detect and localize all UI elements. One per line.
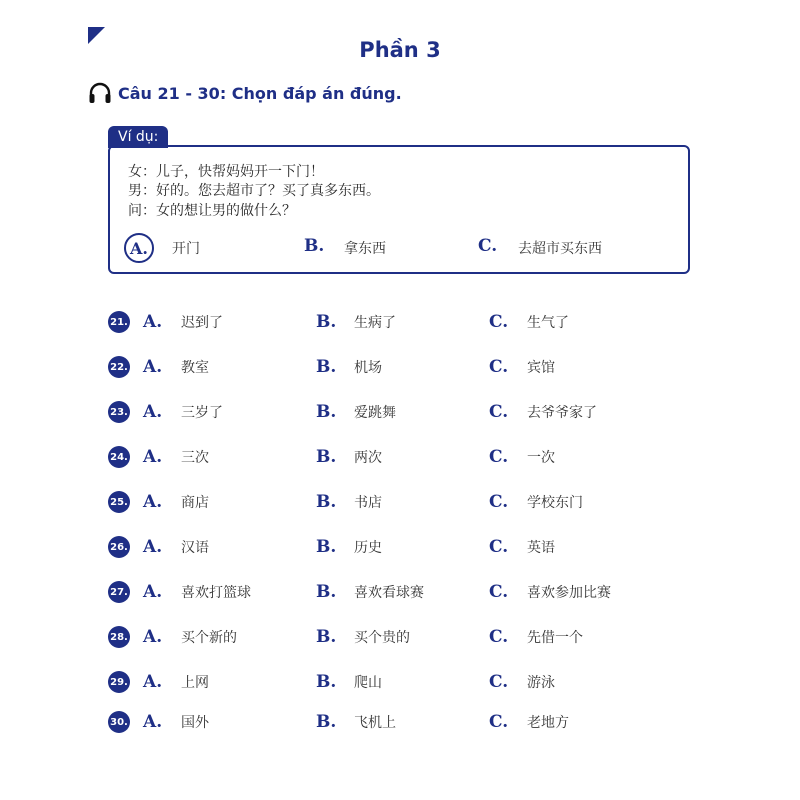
option-letter: C. [489, 312, 509, 332]
question-number-badge: 28. [108, 626, 130, 648]
question-row [0, 355, 800, 379]
option-text: 上网 [181, 675, 209, 691]
question-row [0, 535, 800, 559]
option-letter: B. [316, 712, 337, 732]
option-letter: A. [143, 357, 163, 377]
option-text: 三岁了 [181, 405, 223, 421]
option-letter: B. [316, 582, 337, 602]
option-letter: C. [489, 492, 509, 512]
option-letter: C. [489, 712, 509, 732]
question-row [0, 310, 800, 334]
question-number-badge: 21. [108, 311, 130, 333]
option-letter: C. [478, 236, 498, 256]
option-letter: A. [143, 402, 163, 422]
example-line: 男：好的。您去超市了？买了真多东西。 [128, 183, 380, 199]
question-number-badge: 29. [108, 671, 130, 693]
question-number-badge: 23. [108, 401, 130, 423]
option-letter: A. [143, 672, 163, 692]
question-row [0, 580, 800, 604]
option-text: 迟到了 [181, 315, 223, 331]
option-text: 喜欢看球赛 [354, 585, 424, 601]
option-letter: C. [489, 582, 509, 602]
option-text: 爱跳舞 [354, 405, 396, 421]
selected-answer-circle [124, 233, 154, 263]
option-letter: A. [143, 712, 163, 732]
option-letter: C. [489, 357, 509, 377]
example-box [108, 126, 690, 274]
option-text: 老地方 [527, 715, 569, 731]
question-number-badge: 22. [108, 356, 130, 378]
option-text: 开门 [172, 241, 200, 257]
option-text: 生气了 [527, 315, 569, 331]
question-number-badge: 27. [108, 581, 130, 603]
option-text: 去超市买东西 [518, 241, 602, 257]
option-letter: B. [316, 447, 337, 467]
question-number-badge: 24. [108, 446, 130, 468]
instruction-row [88, 82, 402, 104]
question-row [0, 490, 800, 514]
question-row [0, 625, 800, 649]
example-line: 女：儿子，快帮妈妈开一下门！ [128, 164, 324, 180]
option-letter: C. [489, 672, 509, 692]
option-letter: B. [316, 537, 337, 557]
option-text: 学校东门 [527, 495, 583, 511]
option-letter: B. [316, 672, 337, 692]
option-text: 教室 [181, 360, 209, 376]
question-number-badge: 26. [108, 536, 130, 558]
example-label: Ví dụ: [108, 126, 168, 148]
option-text: 飞机上 [354, 715, 396, 731]
headphones-icon [88, 82, 112, 104]
option-letter: C. [489, 627, 509, 647]
option-letter: C. [489, 402, 509, 422]
option-text: 书店 [354, 495, 382, 511]
option-letter: B. [316, 627, 337, 647]
option-text: 宾馆 [527, 360, 555, 376]
example-frame [108, 145, 690, 274]
question-row [0, 670, 800, 694]
option-text: 喜欢打篮球 [181, 585, 251, 601]
option-letter: A. [143, 312, 163, 332]
option-text: 拿东西 [344, 241, 386, 257]
option-text: 两次 [354, 450, 382, 466]
option-text: 先借一个 [527, 630, 583, 646]
option-text: 汉语 [181, 540, 209, 556]
question-row [0, 445, 800, 469]
option-text: 国外 [181, 715, 209, 731]
option-text: 英语 [527, 540, 555, 556]
option-letter: A. [143, 492, 163, 512]
option-text: 生病了 [354, 315, 396, 331]
option-letter: C. [489, 447, 509, 467]
option-letter: A. [130, 238, 148, 258]
option-text: 历史 [354, 540, 382, 556]
instruction-text: Câu 21 - 30: Chọn đáp án đúng. [118, 83, 402, 103]
option-text: 喜欢参加比赛 [527, 585, 611, 601]
option-text: 爬山 [354, 675, 382, 691]
question-row [0, 400, 800, 424]
example-line: 问：女的想让男的做什么？ [128, 203, 296, 219]
option-letter: B. [304, 236, 325, 256]
option-letter: A. [143, 627, 163, 647]
option-text: 去爷爷家了 [527, 405, 597, 421]
question-number-badge: 30. [108, 711, 130, 733]
option-text: 机场 [354, 360, 382, 376]
option-text: 游泳 [527, 675, 555, 691]
option-letter: A. [143, 537, 163, 557]
page-title: Phần 3 [359, 38, 441, 62]
option-letter: A. [143, 582, 163, 602]
option-text: 买个新的 [181, 630, 237, 646]
option-text: 三次 [181, 450, 209, 466]
question-row [0, 710, 800, 734]
option-letter: A. [143, 447, 163, 467]
option-letter: B. [316, 357, 337, 377]
option-text: 买个贵的 [354, 630, 410, 646]
question-number-badge: 25. [108, 491, 130, 513]
option-text: 商店 [181, 495, 209, 511]
option-letter: B. [316, 402, 337, 422]
option-text: 一次 [527, 450, 555, 466]
option-letter: B. [316, 312, 337, 332]
option-letter: B. [316, 492, 337, 512]
option-letter: C. [489, 537, 509, 557]
